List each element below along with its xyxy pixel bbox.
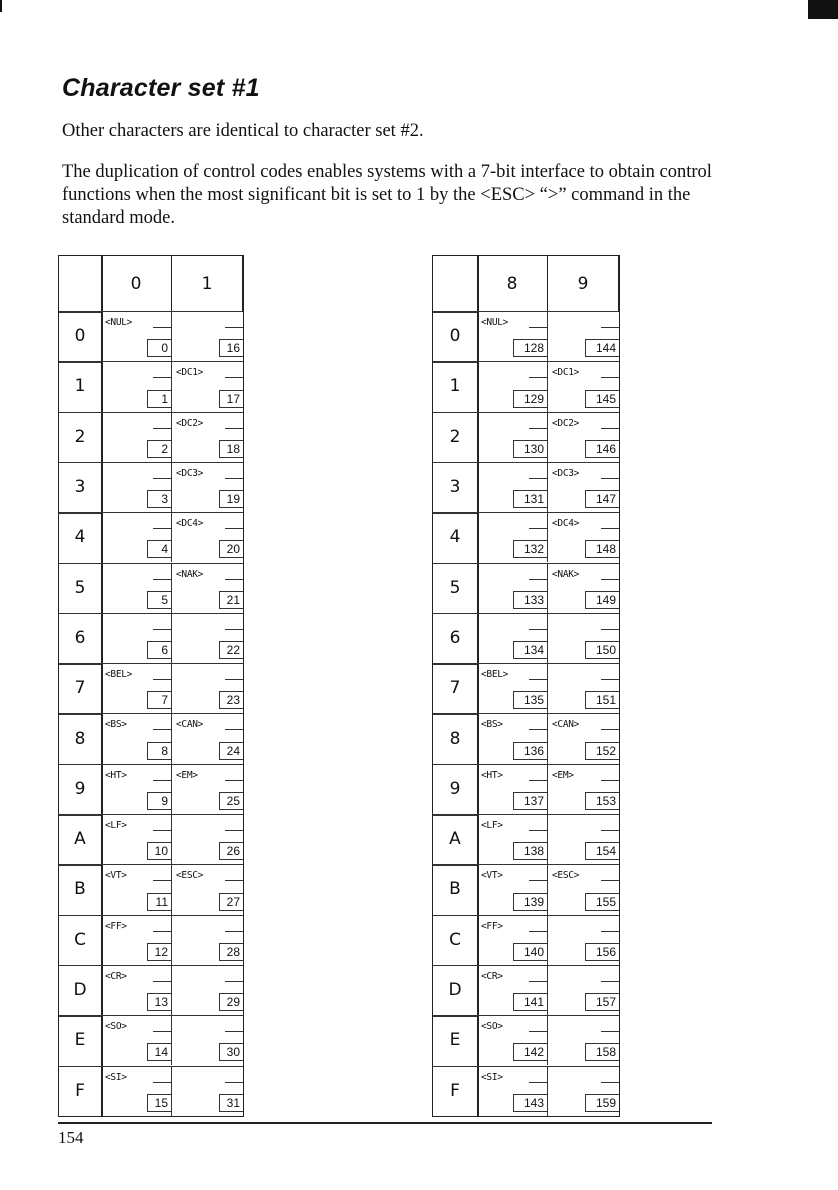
char-cell — [172, 1066, 243, 1116]
char-cell — [101, 1015, 172, 1065]
char-cell — [172, 462, 243, 512]
decimal-code-box: 6 — [147, 641, 171, 659]
cell-marker-line — [601, 780, 619, 781]
char-cell — [477, 864, 548, 914]
char-cell — [101, 563, 172, 613]
cell-marker-line — [153, 931, 171, 932]
char-cell — [548, 563, 619, 613]
char-cell — [477, 663, 548, 713]
control-code-label: <NAK> — [176, 568, 204, 580]
cell-marker-line — [601, 1031, 619, 1032]
cell-marker-line — [601, 377, 619, 378]
char-cell — [548, 361, 619, 411]
cell-marker-line — [529, 1031, 547, 1032]
decimal-code-box: 2 — [147, 440, 171, 458]
row-label-7: 7 — [449, 678, 461, 699]
intro-paragraph: Other characters are identical to character set #2. — [62, 121, 424, 141]
decimal-code-box: 150 — [585, 641, 619, 659]
control-code-label: <EM> — [552, 769, 574, 781]
decimal-code-box: 158 — [585, 1043, 619, 1061]
row-label-5: 5 — [449, 577, 461, 598]
char-cell — [101, 814, 172, 864]
char-cell — [101, 462, 172, 512]
row-label-D: D — [448, 980, 462, 1001]
cell-marker-line — [153, 579, 171, 580]
control-code-label: <FF> — [105, 920, 127, 932]
row-label-F: F — [75, 1080, 85, 1101]
decimal-code-box: 129 — [513, 390, 547, 408]
decimal-code-box: 145 — [585, 390, 619, 408]
control-code-label: <SI> — [481, 1071, 503, 1083]
cell-marker-line — [225, 981, 243, 982]
cell-marker-line — [225, 1031, 243, 1032]
decimal-code-box: 128 — [513, 339, 547, 357]
cell-marker-line — [529, 729, 547, 730]
char-cell — [172, 864, 243, 914]
char-cell — [548, 764, 619, 814]
char-cell — [477, 311, 548, 361]
cell-marker-line — [225, 377, 243, 378]
column-header-9: 9 — [548, 256, 619, 311]
cell-marker-line — [529, 428, 547, 429]
cell-marker-line — [601, 679, 619, 680]
control-code-label: <DC2> — [176, 417, 204, 429]
cell-marker-line — [153, 830, 171, 831]
char-cell — [172, 965, 243, 1015]
control-code-label: <DC4> — [176, 518, 204, 530]
decimal-code-box: 156 — [585, 943, 619, 961]
decimal-code-box: 0 — [147, 339, 171, 357]
cell-marker-line — [225, 579, 243, 580]
char-cell — [548, 512, 619, 562]
char-cell — [548, 311, 619, 361]
decimal-code-box: 26 — [219, 842, 243, 860]
control-code-label: <SO> — [105, 1021, 127, 1033]
decimal-code-box: 154 — [585, 842, 619, 860]
control-code-label: <DC3> — [176, 467, 204, 479]
char-cell — [101, 412, 172, 462]
cell-marker-line — [225, 679, 243, 680]
decimal-code-box: 24 — [219, 742, 243, 760]
control-code-label: <ESC> — [552, 870, 580, 882]
decimal-code-box: 13 — [147, 993, 171, 1011]
control-code-label: <CR> — [481, 970, 503, 982]
control-code-label: <HT> — [105, 769, 127, 781]
cell-marker-line — [529, 528, 547, 529]
decimal-code-box: 155 — [585, 893, 619, 911]
control-code-label: <NAK> — [552, 568, 580, 580]
char-cell — [477, 512, 548, 562]
row-label-B: B — [449, 879, 461, 900]
cell-marker-line — [153, 981, 171, 982]
row-label-F: F — [450, 1080, 460, 1101]
char-cell — [101, 764, 172, 814]
char-cell — [548, 462, 619, 512]
control-code-label: <SI> — [105, 1071, 127, 1083]
control-code-label: <ESC> — [176, 870, 204, 882]
cell-marker-line — [601, 830, 619, 831]
row-label-8: 8 — [449, 728, 461, 749]
char-cell — [548, 713, 619, 763]
cell-marker-line — [529, 629, 547, 630]
decimal-code-box: 131 — [513, 490, 547, 508]
char-cell — [101, 1066, 172, 1116]
char-cell — [172, 663, 243, 713]
decimal-code-box: 151 — [585, 691, 619, 709]
cell-marker-line — [601, 478, 619, 479]
char-cell — [548, 663, 619, 713]
row-label-5: 5 — [74, 577, 86, 598]
decimal-code-box: 28 — [219, 943, 243, 961]
column-header-1: 1 — [172, 256, 243, 311]
char-cell — [477, 713, 548, 763]
char-cell — [477, 361, 548, 411]
decimal-code-box: 31 — [219, 1094, 243, 1112]
row-label-6: 6 — [74, 627, 86, 648]
control-code-label: <DC3> — [552, 467, 580, 479]
decimal-code-box: 30 — [219, 1043, 243, 1061]
cell-marker-line — [529, 679, 547, 680]
decimal-code-box: 25 — [219, 792, 243, 810]
cell-marker-line — [153, 880, 171, 881]
char-cell — [172, 713, 243, 763]
decimal-code-box: 148 — [585, 540, 619, 558]
control-code-label: <FF> — [481, 920, 503, 932]
decimal-code-box: 132 — [513, 540, 547, 558]
char-cell — [548, 412, 619, 462]
cell-marker-line — [601, 528, 619, 529]
control-code-label: <BS> — [105, 719, 127, 731]
cell-marker-line — [225, 880, 243, 881]
row-label-4: 4 — [74, 527, 86, 548]
decimal-code-box: 139 — [513, 893, 547, 911]
char-cell — [477, 613, 548, 663]
cell-marker-line — [225, 327, 243, 328]
decimal-code-box: 147 — [585, 490, 619, 508]
row-label-9: 9 — [74, 778, 86, 799]
char-cell — [172, 814, 243, 864]
decimal-code-box: 140 — [513, 943, 547, 961]
decimal-code-box: 20 — [219, 540, 243, 558]
row-label-2: 2 — [74, 426, 86, 447]
char-cell — [172, 1015, 243, 1065]
decimal-code-box: 29 — [219, 993, 243, 1011]
cell-marker-line — [153, 629, 171, 630]
decimal-code-box: 152 — [585, 742, 619, 760]
cell-marker-line — [529, 377, 547, 378]
cell-marker-line — [601, 981, 619, 982]
cell-marker-line — [529, 931, 547, 932]
char-cell — [172, 512, 243, 562]
control-code-label: <NUL> — [481, 317, 509, 328]
row-label-E: E — [74, 1030, 86, 1051]
decimal-code-box: 157 — [585, 993, 619, 1011]
control-code-label: <DC4> — [552, 518, 580, 530]
decimal-code-box: 143 — [513, 1094, 547, 1112]
control-code-label: <LF> — [105, 820, 127, 831]
decimal-code-box: 138 — [513, 842, 547, 860]
cell-marker-line — [601, 629, 619, 630]
row-label-9: 9 — [449, 778, 461, 799]
char-cell — [548, 915, 619, 965]
char-cell — [477, 1015, 548, 1065]
row-label-E: E — [449, 1030, 461, 1051]
decimal-code-box: 146 — [585, 440, 619, 458]
char-cell — [548, 965, 619, 1015]
cell-marker-line — [529, 780, 547, 781]
control-code-label: <BEL> — [481, 669, 509, 681]
cell-marker-line — [601, 931, 619, 932]
decimal-code-box: 4 — [147, 540, 171, 558]
control-code-label: <NUL> — [105, 317, 133, 328]
row-label-6: 6 — [449, 627, 461, 648]
row-label-8: 8 — [74, 728, 86, 749]
cell-marker-line — [225, 478, 243, 479]
row-label-C: C — [449, 929, 461, 950]
decimal-code-box: 12 — [147, 943, 171, 961]
decimal-code-box: 133 — [513, 591, 547, 609]
decimal-code-box: 21 — [219, 591, 243, 609]
decimal-code-box: 19 — [219, 490, 243, 508]
row-label-7: 7 — [74, 678, 86, 699]
char-cell — [477, 965, 548, 1015]
cell-marker-line — [601, 428, 619, 429]
cell-marker-line — [225, 528, 243, 529]
cell-marker-line — [601, 1082, 619, 1083]
decimal-code-box: 22 — [219, 641, 243, 659]
decimal-code-box: 14 — [147, 1043, 171, 1061]
char-cell — [101, 713, 172, 763]
decimal-code-box: 134 — [513, 641, 547, 659]
page-number: 154 — [58, 1128, 84, 1147]
char-cell — [477, 915, 548, 965]
control-code-label: <VT> — [481, 870, 503, 882]
decimal-code-box: 9 — [147, 792, 171, 810]
decimal-code-box: 15 — [147, 1094, 171, 1112]
char-cell — [172, 613, 243, 663]
char-cell — [101, 512, 172, 562]
decimal-code-box: 3 — [147, 490, 171, 508]
char-cell — [548, 814, 619, 864]
cell-marker-line — [153, 528, 171, 529]
char-cell — [548, 1015, 619, 1065]
char-cell — [172, 361, 243, 411]
char-cell — [477, 814, 548, 864]
cell-marker-line — [225, 428, 243, 429]
cell-marker-line — [529, 1082, 547, 1083]
row-label-D: D — [73, 980, 87, 1001]
decimal-code-box: 27 — [219, 893, 243, 911]
cell-marker-line — [529, 981, 547, 982]
cell-marker-line — [153, 428, 171, 429]
control-code-label: <LF> — [481, 820, 503, 831]
cell-marker-line — [153, 679, 171, 680]
column-header-8: 8 — [477, 256, 548, 311]
decimal-code-box: 10 — [147, 842, 171, 860]
char-cell — [172, 412, 243, 462]
char-cell — [548, 1066, 619, 1116]
row-label-1: 1 — [74, 376, 86, 397]
char-cell — [172, 764, 243, 814]
decimal-code-box: 7 — [147, 691, 171, 709]
cell-marker-line — [601, 327, 619, 328]
row-label-2: 2 — [449, 426, 461, 447]
char-cell — [477, 1066, 548, 1116]
cell-marker-line — [225, 1082, 243, 1083]
char-cell — [477, 764, 548, 814]
cell-marker-line — [153, 327, 171, 328]
control-code-label: <DC2> — [552, 417, 580, 429]
cell-marker-line — [601, 880, 619, 881]
page-title: Character set #1 — [62, 74, 260, 102]
decimal-code-box: 16 — [219, 339, 243, 357]
char-cell — [101, 864, 172, 914]
cell-marker-line — [529, 579, 547, 580]
decimal-code-box: 153 — [585, 792, 619, 810]
char-cell — [101, 663, 172, 713]
row-label-A: A — [449, 829, 461, 850]
cell-marker-line — [153, 1031, 171, 1032]
character-table-right — [432, 255, 620, 1117]
char-cell — [101, 361, 172, 411]
char-cell — [477, 462, 548, 512]
cell-marker-line — [153, 729, 171, 730]
cell-marker-line — [529, 830, 547, 831]
control-code-label: <SO> — [481, 1021, 503, 1033]
character-table-left — [58, 255, 244, 1117]
char-cell — [101, 311, 172, 361]
cell-marker-line — [225, 780, 243, 781]
decimal-code-box: 130 — [513, 440, 547, 458]
decimal-code-box: 142 — [513, 1043, 547, 1061]
control-code-label: <BS> — [481, 719, 503, 731]
char-cell — [548, 613, 619, 663]
char-cell — [172, 311, 243, 361]
decimal-code-box: 18 — [219, 440, 243, 458]
row-label-4: 4 — [449, 527, 461, 548]
cell-marker-line — [225, 629, 243, 630]
char-cell — [548, 864, 619, 914]
cell-marker-line — [153, 780, 171, 781]
row-label-C: C — [74, 929, 86, 950]
cell-marker-line — [225, 931, 243, 932]
decimal-code-box: 159 — [585, 1094, 619, 1112]
decimal-code-box: 11 — [147, 893, 171, 911]
char-cell — [477, 412, 548, 462]
decimal-code-box: 136 — [513, 742, 547, 760]
control-code-label: <CAN> — [176, 719, 204, 731]
cell-marker-line — [529, 478, 547, 479]
decimal-code-box: 23 — [219, 691, 243, 709]
row-label-0: 0 — [449, 326, 461, 347]
control-code-label: <DC1> — [552, 367, 580, 379]
decimal-code-box: 137 — [513, 792, 547, 810]
decimal-code-box: 141 — [513, 993, 547, 1011]
cell-marker-line — [529, 880, 547, 881]
row-label-3: 3 — [74, 477, 86, 498]
char-cell — [172, 915, 243, 965]
row-label-0: 0 — [74, 326, 86, 347]
decimal-code-box: 5 — [147, 591, 171, 609]
row-label-B: B — [74, 879, 86, 900]
decimal-code-box: 149 — [585, 591, 619, 609]
decimal-code-box: 17 — [219, 390, 243, 408]
control-code-label: <HT> — [481, 769, 503, 781]
control-code-label: <CR> — [105, 970, 127, 982]
column-header-0: 0 — [101, 256, 172, 311]
control-code-label: <DC1> — [176, 367, 204, 379]
row-label-A: A — [74, 829, 86, 850]
cell-marker-line — [153, 478, 171, 479]
char-cell — [101, 915, 172, 965]
control-code-label: <VT> — [105, 870, 127, 882]
control-code-label: <BEL> — [105, 669, 133, 681]
decimal-code-box: 1 — [147, 390, 171, 408]
control-code-label: <EM> — [176, 769, 198, 781]
corner-mark — [808, 0, 838, 19]
char-cell — [172, 563, 243, 613]
char-cell — [101, 613, 172, 663]
cell-marker-line — [529, 327, 547, 328]
row-label-1: 1 — [449, 376, 461, 397]
cell-marker-line — [153, 377, 171, 378]
decimal-code-box: 8 — [147, 742, 171, 760]
control-code-label: <CAN> — [552, 719, 580, 731]
description-paragraph: The duplication of control codes enables systems with a 7-bit interface to obtain control functions when the most significant bit is set to 1 by the <ESC> “>” command in the standard mode. — [62, 162, 712, 228]
decimal-code-box: 144 — [585, 339, 619, 357]
cell-marker-line — [153, 1082, 171, 1083]
edge-mark — [0, 0, 2, 12]
cell-marker-line — [601, 729, 619, 730]
decimal-code-box: 135 — [513, 691, 547, 709]
row-label-3: 3 — [449, 477, 461, 498]
cell-marker-line — [601, 579, 619, 580]
footer-rule — [58, 1122, 712, 1124]
char-cell — [477, 563, 548, 613]
cell-marker-line — [225, 729, 243, 730]
cell-marker-line — [225, 830, 243, 831]
char-cell — [101, 965, 172, 1015]
